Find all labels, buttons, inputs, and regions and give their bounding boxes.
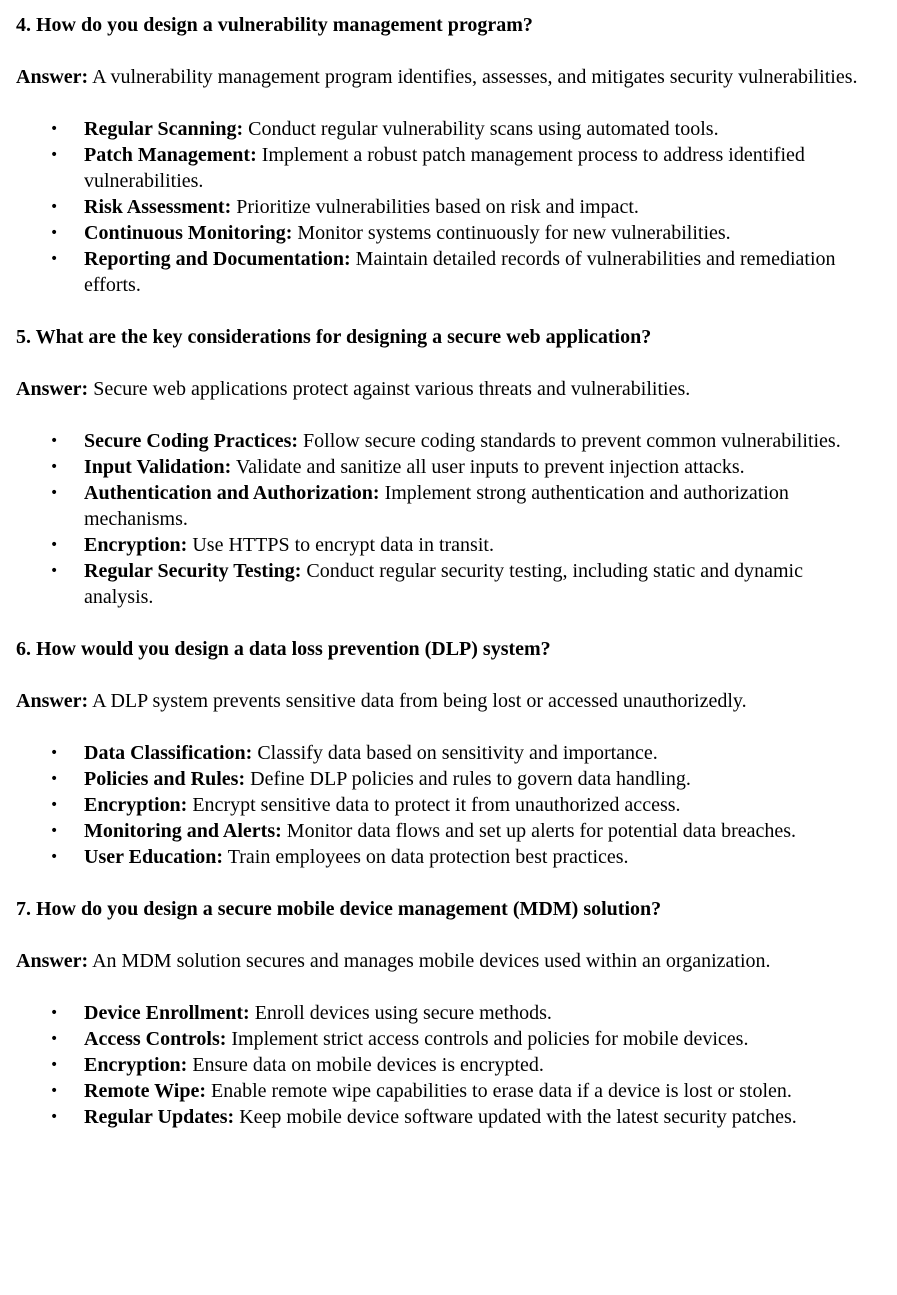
answer-text: An MDM solution secures and manages mobile devices used within an organization. [88, 950, 771, 972]
bullet-icon: • [50, 1109, 59, 1125]
list-item [16, 220, 877, 246]
list-item [16, 116, 877, 142]
bullet-icon: • [50, 745, 59, 761]
bullet-icon: • [50, 225, 59, 241]
point-term: Continuous Monitoring: [84, 222, 293, 244]
qa-section-5 [16, 324, 877, 610]
bullet-icon: • [50, 199, 59, 215]
point-text: Conduct regular vulnerability scans using automated tools. [243, 118, 719, 140]
point-text: Conduct regular security testing, including static and dynamic analysis. [84, 560, 803, 608]
point-term: User Education: [84, 846, 224, 868]
list-item [16, 428, 877, 454]
list-item [16, 1000, 877, 1026]
point-term: Regular Scanning: [84, 118, 244, 140]
list-item [16, 766, 877, 792]
point-text: Follow secure coding standards to prevent common vulnerabilities. [298, 430, 841, 452]
list-item [16, 454, 877, 480]
point-text: Validate and sanitize all user inputs to prevent injection attacks. [231, 456, 745, 478]
question-heading: 4. How do you design a vulnerability management program? [16, 14, 533, 36]
question-heading: 5. What are the key considerations for designing a secure web application? [16, 326, 652, 348]
point-term: Device Enrollment: [84, 1002, 250, 1024]
point-term: Input Validation: [84, 456, 232, 478]
bullet-list [16, 116, 877, 298]
answer-paragraph [16, 948, 877, 974]
list-item [16, 792, 877, 818]
point-term: Encryption: [84, 534, 188, 556]
point-text: Keep mobile device software updated with the latest security patches. [234, 1106, 797, 1128]
bullet-icon: • [50, 433, 59, 449]
answer-label: Answer: [16, 66, 89, 88]
point-term: Remote Wipe: [84, 1080, 207, 1102]
point-term: Regular Security Testing: [84, 560, 302, 582]
point-text: Enable remote wipe capabilities to erase data if a device is lost or stolen. [206, 1080, 792, 1102]
bullet-list [16, 740, 877, 870]
bullet-icon: • [50, 823, 59, 839]
point-text: Prioritize vulnerabilities based on risk and impact. [231, 196, 639, 218]
bullet-icon: • [50, 1083, 59, 1099]
qa-section-7 [16, 896, 877, 1130]
list-item [16, 532, 877, 558]
bullet-icon: • [50, 459, 59, 475]
list-item [16, 1026, 877, 1052]
list-item [16, 246, 877, 298]
bullet-icon: • [50, 251, 59, 267]
point-term: Policies and Rules: [84, 768, 246, 790]
qa-section-6 [16, 636, 877, 870]
list-item [16, 142, 877, 194]
point-text: Implement strong authentication and authorization mechanisms. [84, 482, 789, 530]
bullet-icon: • [50, 1031, 59, 1047]
point-text: Monitor data flows and set up alerts for potential data breaches. [281, 820, 797, 842]
bullet-icon: • [50, 771, 59, 787]
point-text: Define DLP policies and rules to govern data handling. [245, 768, 691, 790]
point-term: Secure Coding Practices: [84, 430, 299, 452]
point-term: Patch Management: [84, 144, 257, 166]
bullet-icon: • [50, 797, 59, 813]
bullet-icon: • [50, 485, 59, 501]
bullet-list [16, 1000, 877, 1130]
point-text: Implement strict access controls and policies for mobile devices. [226, 1028, 749, 1050]
point-text: Ensure data on mobile devices is encrypted. [187, 1054, 544, 1076]
bullet-icon: • [50, 121, 59, 137]
answer-label: Answer: [16, 378, 89, 400]
point-term: Risk Assessment: [84, 196, 232, 218]
answer-text: A DLP system prevents sensitive data from being lost or accessed unauthorizedly. [88, 690, 747, 712]
qa-section-4 [16, 12, 877, 298]
point-text: Classify data based on sensitivity and importance. [252, 742, 658, 764]
answer-text: Secure web applications protect against various threats and vulnerabilities. [88, 378, 691, 400]
point-term: Authentication and Authorization: [84, 482, 380, 504]
point-term: Encryption: [84, 1054, 188, 1076]
point-text: Monitor systems continuously for new vulnerabilities. [292, 222, 731, 244]
list-item [16, 1052, 877, 1078]
point-term: Monitoring and Alerts: [84, 820, 282, 842]
list-item [16, 844, 877, 870]
point-term: Regular Updates: [84, 1106, 235, 1128]
bullet-icon: • [50, 537, 59, 553]
point-term: Reporting and Documentation: [84, 248, 351, 270]
bullet-icon: • [50, 849, 59, 865]
question-heading: 7. How do you design a secure mobile device management (MDM) solution? [16, 898, 662, 920]
point-text: Train employees on data protection best practices. [223, 846, 629, 868]
point-term: Data Classification: [84, 742, 253, 764]
point-text: Encrypt sensitive data to protect it from unauthorized access. [187, 794, 681, 816]
list-item [16, 1078, 877, 1104]
answer-label: Answer: [16, 690, 89, 712]
question-heading: 6. How would you design a data loss prevention (DLP) system? [16, 638, 551, 660]
point-term: Access Controls: [84, 1028, 227, 1050]
list-item [16, 194, 877, 220]
bullet-icon: • [50, 1057, 59, 1073]
bullet-icon: • [50, 1005, 59, 1021]
point-text: Enroll devices using secure methods. [249, 1002, 552, 1024]
list-item [16, 558, 877, 610]
bullet-list [16, 428, 877, 610]
point-term: Encryption: [84, 794, 188, 816]
list-item [16, 740, 877, 766]
bullet-icon: • [50, 147, 59, 163]
point-text: Implement a robust patch management process to address identified vulnerabilities. [84, 144, 805, 192]
answer-paragraph [16, 376, 877, 402]
answer-text: A vulnerability management program identifies, assesses, and mitigates security vulnerabilities. [88, 66, 858, 88]
bullet-icon: • [50, 563, 59, 579]
list-item [16, 480, 877, 532]
point-text: Maintain detailed records of vulnerabilities and remediation efforts. [84, 248, 836, 296]
answer-paragraph [16, 688, 877, 714]
answer-paragraph [16, 64, 877, 90]
list-item [16, 1104, 877, 1130]
list-item [16, 818, 877, 844]
answer-label: Answer: [16, 950, 89, 972]
point-text: Use HTTPS to encrypt data in transit. [187, 534, 494, 556]
